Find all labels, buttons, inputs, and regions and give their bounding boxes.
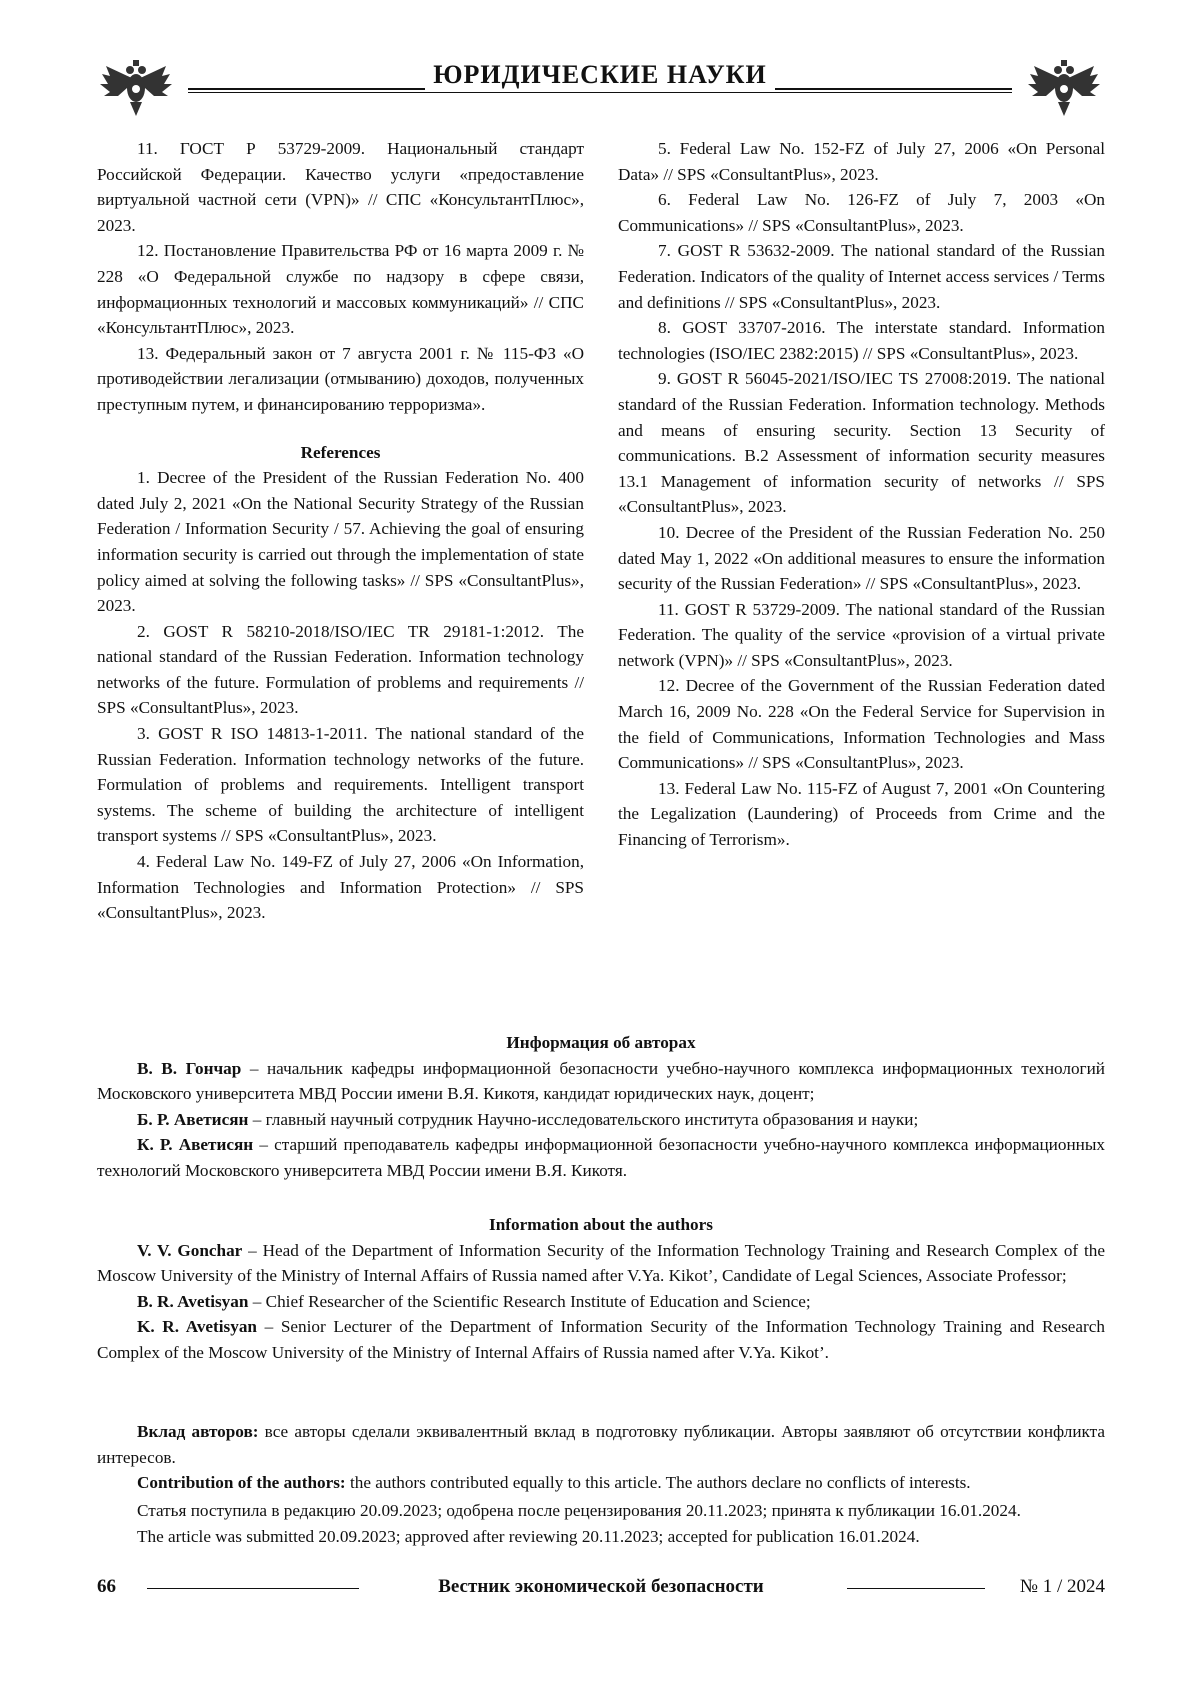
reference-item: 5. Federal Law No. 152-FZ of July 27, 2006 «On Personal Data» // SPS «ConsultantPlus», 2023. (618, 139, 1105, 184)
two-column-body (97, 136, 1105, 1006)
reference-item: 8. GOST 33707-2016. The interstate standard. Information technologies (ISO/IEC 2382:2015) // SPS «ConsultantPlus», 2023. (618, 318, 1105, 363)
reference-item: 10. Decree of the President of the Russian Federation No. 250 dated May 1, 2022 «On additional measures to ensure the information security of the Russian Federation» // SPS «ConsultantPlus», 2023. (618, 522, 1105, 594)
contribution-label: Contribution of the authors: (137, 1473, 346, 1493)
right-column (618, 136, 1105, 853)
contribution-en (97, 1470, 1105, 1496)
authors-info-ru (97, 1030, 1105, 1184)
author-description: – начальник кафедры информационной безопасности учебно-научного комплекса информационных технологий Московского университета МВД России имени В.Я. Кикотя, кандидат юридических наук, доцент; (97, 1058, 1105, 1104)
issue-number: № 1 / 2024 (1019, 1576, 1105, 1597)
author-name: V. V. Gonchar (137, 1240, 243, 1260)
author-name: В. В. Гончар (137, 1058, 242, 1078)
reference-item: 7. GOST R 53632-2009. The national standard of the Russian Federation. Indicators of the quality of Internet access services / Terms and definitions // SPS «ConsultantPlus», 2023. (618, 241, 1105, 312)
authors-info-heading: Информация об авторах (506, 1033, 696, 1052)
reference-item: 12. Decree of the Government of the Russian Federation dated March 16, 2009 No. 228 «On the Federal Service for Supervision in the field of Communications, Information Technologies and Mass Communications» // SPS «ConsultantPlus», 2023. (618, 676, 1105, 773)
reference-item: 1. Decree of the President of the Russian Federation No. 400 dated July 2, 2021 «On the National Security Strategy of the Russian Federation / Information Security / 57. Achieving the goal of ensuring information security is carried out through the implementation of state policy aimed at solving the following tasks» // SPS «ConsultantPlus», 2023. (97, 468, 584, 616)
reference-item: 6. Federal Law No. 126-FZ of July 7, 2003 «On Communications» // SPS «ConsultantPlus», 2023. (618, 190, 1105, 235)
contribution-ru (97, 1419, 1105, 1470)
author-entry (97, 1314, 1105, 1365)
author-name: B. R. Avetisyan (137, 1291, 249, 1311)
author-name: К. Р. Аветисян (137, 1135, 254, 1155)
author-name: Б. Р. Аветисян (137, 1109, 249, 1129)
authors-info-heading: Information about the authors (489, 1215, 713, 1234)
references-heading: References (300, 442, 381, 462)
author-entry (97, 1107, 1105, 1133)
header-rule-thin (188, 92, 1012, 93)
left-column (97, 136, 584, 926)
contribution-text: the authors contributed equally to this article. The authors declare no conflicts of interests. (345, 1473, 971, 1493)
reference-item: 11. ГОСТ Р 53729-2009. Национальный стандарт Российской Федерации. Качество услуги «предоставление виртуальной частной сети (VPN)» // СПС «КонсультантПлюс», 2023. (97, 139, 584, 235)
page-footer (97, 1576, 1105, 1606)
contribution-text: все авторы сделали эквивалентный вклад в подготовку публикации. Авторы заявляют об отсутствии конфликта интересов. (97, 1422, 1105, 1467)
author-name: K. R. Avetisyan (137, 1317, 257, 1337)
authors-info-en (97, 1212, 1105, 1366)
author-entry (97, 1238, 1105, 1289)
section-title: ЮРИДИЧЕСКИЕ НАУКИ (425, 60, 774, 90)
contribution-label: Вклад авторов: (137, 1422, 259, 1441)
page-header (96, 58, 1104, 118)
author-entry (97, 1289, 1105, 1315)
reference-item: 2. GOST R 58210-2018/ISO/IEC TR 29181-1:2012. The national standard of the Russian Federation. Information technology networks of the future. Formulation of problems and requirements // SPS «ConsultantPlus», 2023. (97, 621, 584, 718)
reference-item: 11. GOST R 53729-2009. The national standard of the Russian Federation. The quality of the service «provision of a virtual private network (VPN)» // SPS «ConsultantPlus», 2023. (618, 599, 1105, 670)
reference-item: 13. Federal Law No. 115-FZ of August 7, 2001 «On Countering the Legalization (Laundering) of Proceeds from Crime and the Financing of Terrorism». (618, 778, 1105, 850)
author-entry (97, 1056, 1105, 1107)
author-description: – Senior Lecturer of the Department of Information Security of the Information Technology Training and Research Complex of the Moscow University of the Ministry of Internal Affairs of Russia named after V.Ya. Kikot’. (97, 1317, 1105, 1362)
dates-ru: Статья поступила в редакцию 20.09.2023; одобрена после рецензирования 20.11.2023; принята к публикации 16.01.2024. (137, 1501, 1021, 1520)
reference-item: 13. Федеральный закон от 7 августа 2001 г. № 115-ФЗ «О противодействии легализации (отмыванию) доходов, полученных преступным путем, и финансированию терроризма». (97, 343, 584, 414)
author-description: – старший преподаватель кафедры информационной безопасности учебно-научного комплекса информационных технологий Московского университета МВД России имени В.Я. Кикотя. (97, 1135, 1105, 1180)
journal-name: Вестник экономической безопасности (438, 1576, 764, 1597)
double-headed-eagle-emblem-icon (1024, 58, 1104, 118)
reference-item: 4. Federal Law No. 149-FZ of July 27, 2006 «On Information, Information Technologies and Information Protection» // SPS «ConsultantPlus», 2023. (97, 852, 584, 923)
dates-en: The article was submitted 20.09.2023; approved after reviewing 20.11.2023; accepted for publication 16.01.2024. (137, 1526, 920, 1546)
reference-item: 12. Постановление Правительства РФ от 16 марта 2009 г. № 228 «О Федеральной службе по надзору в сфере связи, информационных технологий и массовых коммуникаций» // СПС «КонсультантПлюс», 2023. (97, 241, 584, 338)
double-headed-eagle-emblem-icon (96, 58, 176, 118)
submission-dates (97, 1498, 1105, 1549)
reference-item: 3. GOST R ISO 14813-1-2011. The national standard of the Russian Federation. Information technology networks of the future. Formulation of problems and requirements. Intelligent transport systems. The scheme of building the architecture of intelligent transport systems // SPS «ConsultantPlus», 2023. (97, 724, 584, 846)
page-number: 66 (97, 1576, 116, 1597)
footer-rule (847, 1588, 985, 1589)
reference-item: 9. GOST R 56045-2021/ISO/IEC TS 27008:2019. The national standard of the Russian Federation. Information technology. Methods and means of ensuring security. Section 13 Security of communications. B.2 Assessment of information security measures 13.1 Management of information security of networks // SPS «ConsultantPlus», 2023. (618, 369, 1105, 517)
contribution-block (97, 1419, 1105, 1496)
author-entry (97, 1132, 1105, 1183)
author-description: – Head of the Department of Information Security of the Information Technology Training and Research Complex of the Moscow University of the Ministry of Internal Affairs of Russia named after V.Ya. Kikot’, Candidate of Legal Sciences, Associate Professor; (97, 1240, 1105, 1286)
author-description: – главный научный сотрудник Научно-исследовательского института образования и науки; (248, 1109, 919, 1129)
author-description: – Chief Researcher of the Scientific Research Institute of Education and Science; (248, 1291, 811, 1311)
